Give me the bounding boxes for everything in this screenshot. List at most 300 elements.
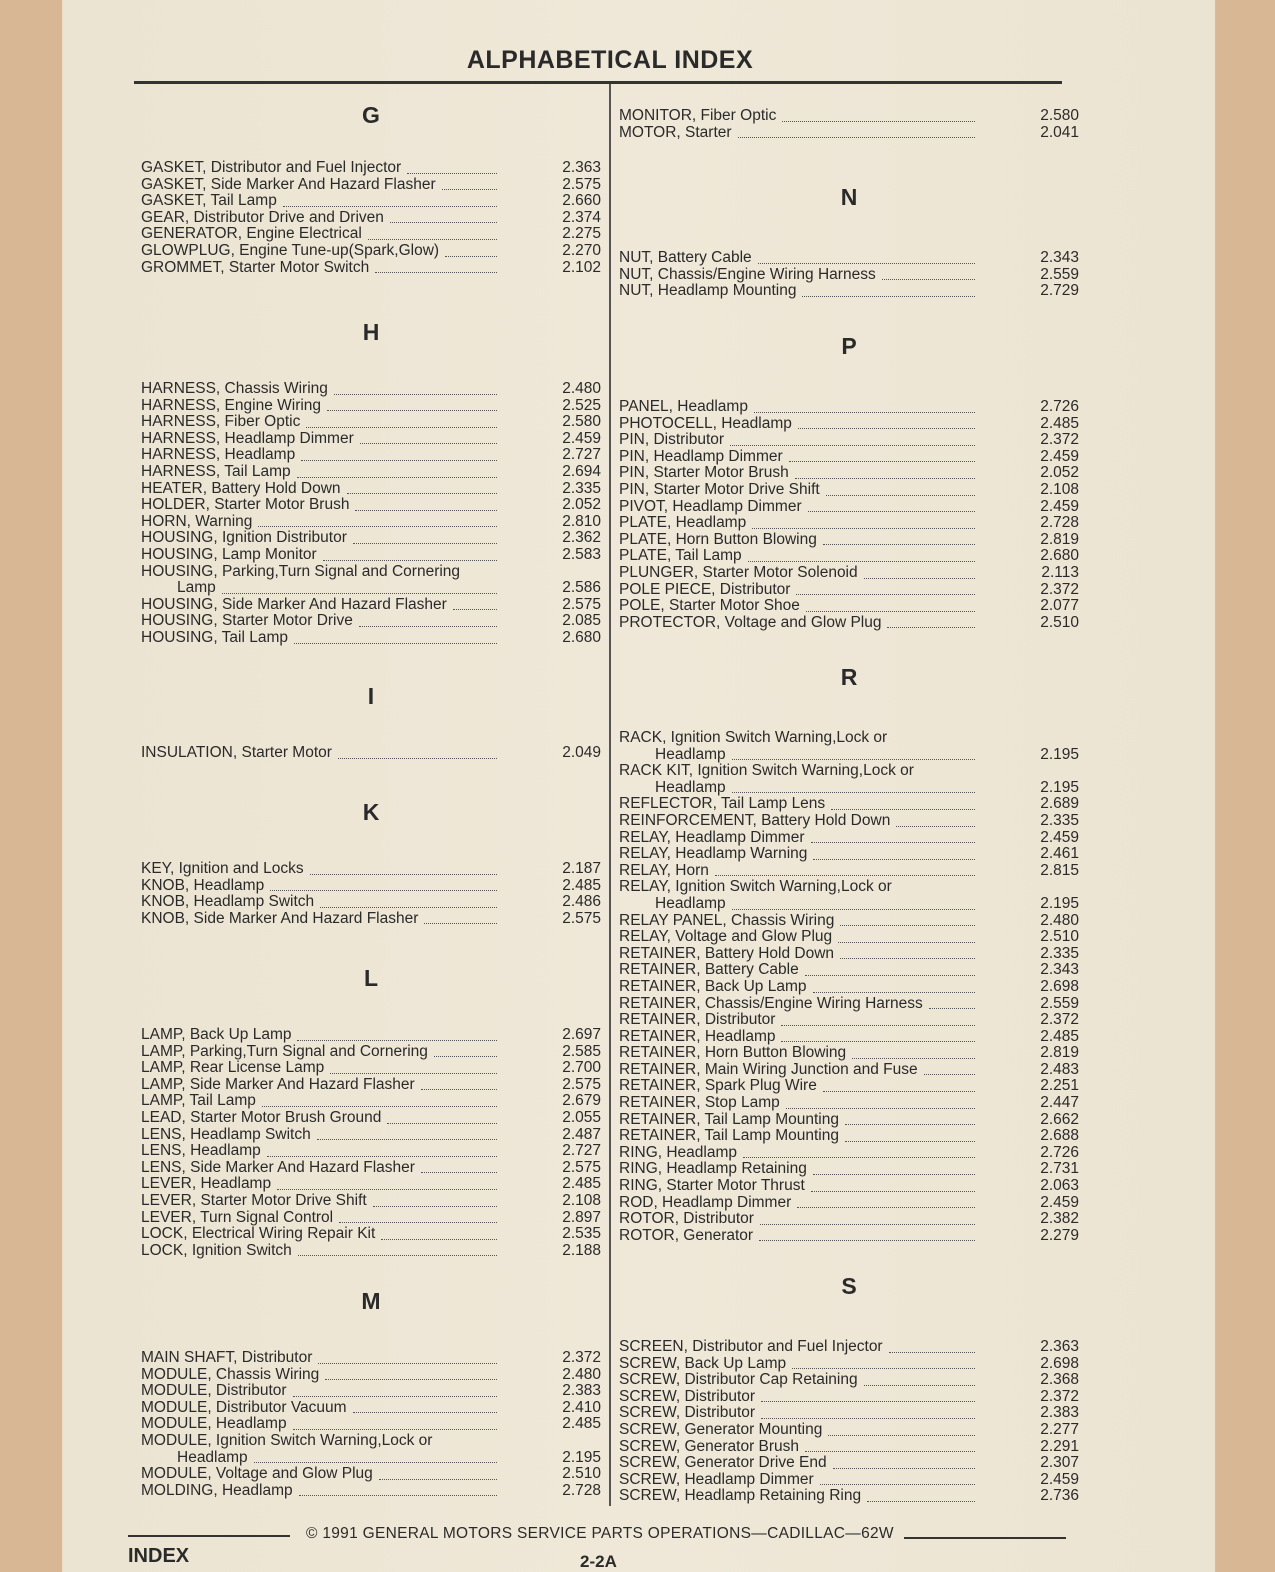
index-entry [619, 1195, 1079, 1212]
leader-dots [283, 205, 497, 207]
index-entry [619, 1472, 1079, 1489]
leader-dots [811, 1190, 975, 1192]
index-entry [619, 1339, 1079, 1356]
index-entry [141, 177, 601, 194]
leader-dots [323, 559, 497, 561]
entry-page-ref: 2.383 [1040, 1404, 1079, 1422]
entry-name-continuation: Lamp [177, 579, 216, 597]
entry-page-ref: 2.726 [1040, 398, 1079, 415]
leader-dots [845, 1140, 975, 1142]
index-entry [619, 250, 1079, 267]
index-entry [619, 946, 1079, 963]
entry-name: SCREW, Distributor [619, 1387, 756, 1405]
index-section [141, 1284, 601, 1499]
entry-name: REFLECTOR, Tail Lamp Lens [619, 795, 826, 813]
footer-rule-right [904, 1537, 1066, 1539]
entry-name: HOUSING, Lamp Monitor [141, 545, 317, 563]
entry-page-ref: 2.188 [562, 1241, 601, 1259]
leader-dots [445, 255, 497, 257]
leader-dots [359, 625, 497, 627]
entry-page-ref: 2.077 [1040, 597, 1079, 615]
footer-copyright: © 1991 GENERAL MOTORS SERVICE PARTS OPERATIONS—CADILLAC—62W [306, 1525, 894, 1542]
entry-name: KNOB, Headlamp [141, 876, 265, 894]
entry-name: RETAINER, Spark Plug Wire [619, 1077, 817, 1095]
leader-dots [317, 1138, 497, 1140]
leader-dots [786, 1107, 975, 1109]
leader-dots [833, 1467, 975, 1469]
entry-page-ref: 2.575 [562, 595, 601, 613]
section-letter: N [840, 184, 858, 210]
entry-page-ref: 2.480 [562, 380, 601, 397]
index-entry [619, 1078, 1079, 1095]
leader-dots [732, 758, 975, 760]
index-entry [619, 565, 1079, 582]
leader-dots [781, 1040, 975, 1042]
section-letter: I [367, 683, 375, 709]
entry-page-ref: 2.055 [562, 1108, 601, 1126]
leader-dots [889, 1351, 975, 1353]
entry-name: RETAINER, Tail Lamp Mounting [619, 1127, 839, 1145]
entry-name: PIN, Headlamp Dimmer [619, 447, 783, 465]
entry-page-ref: 2.251 [1040, 1077, 1079, 1095]
entry-page-ref: 2.195 [1040, 778, 1079, 796]
leader-dots [387, 1122, 497, 1124]
entry-page-ref: 2.729 [1040, 282, 1079, 300]
leader-dots [924, 1073, 975, 1075]
index-entry [619, 465, 1079, 482]
entry-name: LEVER, Headlamp [141, 1175, 272, 1193]
entry-name: LENS, Side Marker And Hazard Flasher [141, 1158, 415, 1176]
leader-dots [424, 922, 497, 924]
entry-name: RELAY, Headlamp Warning [619, 845, 808, 863]
entry-name: RING, Headlamp Retaining [619, 1160, 807, 1178]
entry-page-ref: 2.575 [562, 909, 601, 927]
entry-name: HARNESS, Tail Lamp [141, 462, 291, 480]
leader-dots [330, 1072, 497, 1074]
index-entry [141, 1243, 601, 1260]
entry-page-ref: 2.559 [1040, 265, 1079, 283]
entry-name: SCREW, Headlamp Retaining Ring [619, 1487, 862, 1505]
leader-dots [277, 1188, 497, 1190]
index-entry [619, 1062, 1079, 1079]
index-entry [141, 1433, 601, 1466]
entry-name: SCREW, Generator Drive End [619, 1454, 827, 1472]
entry-page-ref: 2.052 [562, 496, 601, 514]
index-entry [141, 597, 601, 614]
section-letter: M [361, 1288, 381, 1314]
index-entry [619, 796, 1079, 813]
leader-dots [732, 791, 975, 793]
leader-dots [823, 543, 975, 545]
index-entry [619, 879, 1079, 912]
section-letter: H [362, 319, 380, 345]
entry-name: MOLDING, Headlamp [141, 1481, 293, 1499]
leader-dots [782, 120, 975, 122]
entry-name: LAMP, Tail Lamp [141, 1092, 256, 1110]
entry-name: ROTOR, Distributor [619, 1210, 754, 1228]
index-entry [619, 962, 1079, 979]
entry-page-ref: 2.049 [562, 744, 601, 761]
entry-name: RETAINER, Chassis/Engine Wiring Harness [619, 994, 923, 1012]
entry-page-ref: 2.485 [562, 1175, 601, 1193]
index-entry [141, 1383, 601, 1400]
entry-page-ref: 2.277 [1040, 1420, 1079, 1438]
index-entry [141, 878, 601, 895]
entry-name: RETAINER, Back Up Lamp [619, 977, 807, 995]
index-entry [619, 582, 1079, 599]
entry-page-ref: 2.195 [1040, 894, 1079, 912]
index-entry [141, 1350, 601, 1367]
entry-page-ref: 2.736 [1040, 1487, 1079, 1505]
leader-dots [758, 262, 975, 264]
leader-dots [222, 592, 497, 594]
entry-name: GEAR, Distributor Drive and Driven [141, 208, 384, 226]
entry-page-ref: 2.372 [1040, 431, 1079, 449]
entry-name: LAMP, Side Marker And Hazard Flasher [141, 1075, 415, 1093]
entry-name: SCREW, Distributor [619, 1404, 756, 1422]
entry-page-ref: 2.052 [1040, 464, 1079, 482]
leader-dots [390, 221, 497, 223]
entry-name: LAMP, Rear License Lamp [141, 1059, 325, 1077]
leader-dots [831, 808, 975, 810]
entry-name: MODULE, Ignition Switch Warning,Lock or [141, 1431, 433, 1449]
entry-page-ref: 2.102 [562, 258, 601, 276]
entry-name: SCREW, Headlamp Dimmer [619, 1470, 814, 1488]
leader-dots [375, 271, 497, 273]
index-entry [619, 763, 1079, 796]
leader-dots [407, 172, 497, 174]
index-entry [619, 267, 1079, 284]
entry-page-ref: 2.041 [1040, 123, 1079, 141]
entry-page-ref: 2.459 [1040, 447, 1079, 465]
index-entry [619, 1095, 1079, 1112]
section-letter: K [362, 799, 380, 825]
index-entry [141, 1226, 601, 1243]
entry-name: HOUSING, Tail Lamp [141, 628, 289, 646]
leader-dots [811, 841, 976, 843]
index-entry [141, 1027, 601, 1044]
index-entry [619, 1422, 1079, 1439]
entry-page-ref: 2.085 [562, 612, 601, 630]
index-entry [619, 432, 1079, 449]
leader-dots [882, 278, 975, 280]
entry-page-ref: 2.580 [1040, 107, 1079, 124]
index-entry [619, 548, 1079, 565]
entry-name: LENS, Headlamp Switch [141, 1125, 311, 1143]
entry-page-ref: 2.815 [1040, 861, 1079, 879]
entry-page-ref: 2.335 [1040, 944, 1079, 962]
index-entry [141, 1400, 601, 1417]
leader-dots [421, 1088, 497, 1090]
leader-dots [789, 460, 975, 462]
entry-page-ref: 2.382 [1040, 1210, 1079, 1228]
entry-name: PIN, Starter Motor Drive Shift [619, 480, 820, 498]
leader-dots [759, 1239, 975, 1241]
index-section [141, 679, 601, 762]
leader-dots [805, 1450, 975, 1452]
leader-dots [795, 477, 975, 479]
entry-page-ref: 2.727 [562, 446, 601, 464]
index-entry [619, 1112, 1079, 1129]
leader-dots [813, 991, 976, 993]
entry-name: RACK, Ignition Switch Warning,Lock or [619, 729, 888, 746]
entry-name: PANEL, Headlamp [619, 398, 748, 415]
entry-name: ROD, Headlamp Dimmer [619, 1193, 792, 1211]
entry-page-ref: 2.897 [562, 1208, 601, 1226]
index-entry [619, 449, 1079, 466]
index-entry [619, 1045, 1079, 1062]
leader-dots [840, 957, 975, 959]
index-entry [141, 447, 601, 464]
entry-page-ref: 2.063 [1040, 1177, 1079, 1195]
entry-page-ref: 2.372 [1040, 580, 1079, 598]
entry-page-ref: 2.343 [1040, 961, 1079, 979]
entry-name: RETAINER, Battery Cable [619, 961, 799, 979]
entry-page-ref: 2.343 [1040, 249, 1079, 266]
entry-page-ref: 2.486 [562, 893, 601, 911]
index-entry [619, 532, 1079, 549]
leader-dots [838, 941, 975, 943]
leader-dots [802, 295, 975, 297]
entry-name: GASKET, Distributor and Fuel Injector [141, 159, 402, 176]
index-entry [141, 613, 601, 630]
index-entry [141, 210, 601, 227]
entry-name: PLATE, Tail Lamp [619, 547, 742, 565]
page-number: 2-2A [580, 1552, 617, 1571]
entry-name: REINFORCEMENT, Battery Hold Down [619, 811, 891, 829]
entry-name: MONITOR, Fiber Optic [619, 107, 777, 124]
index-entry [141, 1143, 601, 1160]
leader-dots [434, 1055, 497, 1057]
entry-name: NUT, Battery Cable [619, 249, 752, 266]
entry-name: GENERATOR, Engine Electrical [141, 225, 362, 243]
leader-dots [293, 1395, 497, 1397]
index-entry [619, 125, 1079, 142]
leader-dots [353, 542, 497, 544]
entry-page-ref: 2.372 [1040, 1387, 1079, 1405]
index-entry [619, 499, 1079, 516]
entry-name: NUT, Chassis/Engine Wiring Harness [619, 265, 876, 283]
leader-dots [823, 1090, 975, 1092]
leader-dots [864, 1384, 975, 1386]
entry-name: GROMMET, Starter Motor Switch [141, 258, 370, 276]
leader-dots [798, 427, 975, 429]
entry-page-ref: 2.459 [562, 429, 601, 447]
entry-page-ref: 2.383 [562, 1382, 601, 1400]
leader-dots [715, 874, 975, 876]
index-entry [619, 996, 1079, 1013]
leader-dots [267, 1155, 497, 1157]
entry-name: PLUNGER, Starter Motor Solenoid [619, 563, 858, 581]
entry-page-ref: 2.372 [1040, 1011, 1079, 1029]
leader-dots [867, 1500, 975, 1502]
page-title: ALPHABETICAL INDEX [466, 46, 754, 74]
index-entry [141, 243, 601, 260]
index-entry [141, 1466, 601, 1483]
entry-name: HOUSING, Ignition Distributor [141, 529, 347, 547]
entry-page-ref: 2.480 [562, 1365, 601, 1383]
entry-name: KNOB, Side Marker And Hazard Flasher [141, 909, 419, 927]
entry-name: RETAINER, Distributor [619, 1011, 776, 1029]
index-entry [141, 1367, 601, 1384]
index-entry [141, 398, 601, 415]
entry-name: MODULE, Distributor Vacuum [141, 1398, 347, 1416]
index-entry [619, 482, 1079, 499]
section-letter: P [841, 333, 857, 359]
index-entry [619, 399, 1079, 416]
leader-dots [306, 426, 497, 428]
index-section [141, 315, 601, 647]
index-entry [141, 481, 601, 498]
leader-dots [421, 1171, 497, 1173]
leader-dots [797, 1206, 975, 1208]
index-entry [141, 1416, 601, 1433]
entry-page-ref: 2.335 [562, 479, 601, 497]
index-entry [619, 830, 1079, 847]
leader-dots [761, 1417, 975, 1419]
entry-name: HARNESS, Chassis Wiring [141, 380, 328, 397]
leader-dots [792, 1367, 975, 1369]
entry-name: RELAY PANEL, Chassis Wiring [619, 911, 835, 929]
entry-name: GASKET, Tail Lamp [141, 192, 277, 210]
entry-name: RETAINER, Main Wiring Junction and Fuse [619, 1060, 918, 1078]
entry-name: MOTOR, Starter [619, 123, 732, 141]
leader-dots [339, 1221, 497, 1223]
entry-name: PIVOT, Headlamp Dimmer [619, 497, 802, 515]
entry-page-ref: 2.586 [562, 579, 601, 597]
index-entry [141, 1044, 601, 1061]
index-entry [141, 514, 601, 531]
leader-dots [262, 1105, 497, 1107]
index-entry [619, 979, 1079, 996]
index-entry [141, 530, 601, 547]
index-entry [141, 1110, 601, 1127]
entry-name-continuation: Headlamp [655, 778, 726, 796]
entry-page-ref: 2.279 [1040, 1226, 1079, 1244]
entry-name: RETAINER, Stop Lamp [619, 1094, 780, 1112]
entry-name: MODULE, Headlamp [141, 1415, 287, 1433]
entry-name: RELAY, Ignition Switch Warning,Lock or [619, 878, 892, 896]
index-entry [141, 630, 601, 647]
entry-page-ref: 2.487 [562, 1125, 601, 1143]
index-entry [141, 431, 601, 448]
entry-name: PROTECTOR, Voltage and Glow Plug [619, 613, 882, 631]
leader-dots [301, 459, 497, 461]
index-entry [619, 283, 1079, 300]
entry-name: RETAINER, Headlamp [619, 1027, 776, 1045]
entry-page-ref: 2.447 [1040, 1094, 1079, 1112]
section-letter: S [841, 1273, 857, 1299]
index-entry [619, 1178, 1079, 1195]
title-rule [134, 81, 1062, 84]
entry-page-ref: 2.363 [1040, 1338, 1079, 1355]
index-entry [619, 1228, 1079, 1245]
entry-name: RETAINER, Horn Button Blowing [619, 1044, 847, 1062]
entry-page-ref: 2.108 [1040, 480, 1079, 498]
leader-dots [353, 1411, 497, 1413]
section-letter: L [363, 965, 379, 991]
index-entry [141, 193, 601, 210]
index-entry [141, 547, 601, 564]
leader-dots [805, 974, 975, 976]
entry-page-ref: 2.368 [1040, 1371, 1079, 1389]
entry-page-ref: 2.559 [1040, 994, 1079, 1012]
entry-name: RACK KIT, Ignition Switch Warning,Lock or [619, 762, 914, 780]
entry-name: POLE, Starter Motor Shoe [619, 597, 800, 615]
entry-name: LEVER, Turn Signal Control [141, 1208, 334, 1226]
entry-page-ref: 2.374 [562, 208, 601, 226]
leader-dots [381, 1238, 497, 1240]
leader-dots [299, 1494, 497, 1496]
entry-name: HARNESS, Headlamp Dimmer [141, 429, 354, 447]
index-entry [619, 1145, 1079, 1162]
entry-name: ROTOR, Generator [619, 1226, 754, 1244]
entry-name: GLOWPLUG, Engine Tune-up(Spark,Glow) [141, 241, 440, 259]
leader-dots [752, 527, 975, 529]
leader-dots [338, 757, 497, 759]
index-entry [141, 160, 601, 177]
entry-page-ref: 2.483 [1040, 1060, 1079, 1078]
entry-page-ref: 2.726 [1040, 1143, 1079, 1161]
leader-dots [845, 1123, 975, 1125]
entry-page-ref: 2.580 [562, 413, 601, 431]
index-entry [141, 1093, 601, 1110]
section-letter: R [840, 664, 858, 690]
leader-dots [754, 411, 975, 413]
entry-name: RETAINER, Battery Hold Down [619, 944, 835, 962]
index-entry [141, 1483, 601, 1500]
entry-page-ref: 2.113 [1041, 563, 1079, 581]
index-entry [141, 414, 601, 431]
index-entry [619, 1356, 1079, 1373]
index-section [141, 961, 601, 1259]
entry-page-ref: 2.275 [562, 225, 601, 243]
entry-name: LOCK, Electrical Wiring Repair Kit [141, 1225, 376, 1243]
leader-dots [327, 409, 497, 411]
index-entry [141, 564, 601, 597]
index-entry [141, 894, 601, 911]
entry-page-ref: 2.459 [1040, 1193, 1079, 1211]
entry-name: HARNESS, Engine Wiring [141, 396, 322, 414]
entry-name: NUT, Headlamp Mounting [619, 282, 797, 300]
index-entry [619, 863, 1079, 880]
entry-page-ref: 2.575 [562, 1158, 601, 1176]
index-entry [141, 745, 601, 762]
entry-name: RETAINER, Tail Lamp Mounting [619, 1110, 839, 1128]
index-entry [619, 416, 1079, 433]
entry-name: HORN, Warning [141, 512, 253, 530]
index-entry [619, 1211, 1079, 1228]
index-section [141, 795, 601, 927]
entry-page-ref: 2.679 [562, 1092, 601, 1110]
entry-name: SCREW, Generator Mounting [619, 1420, 823, 1438]
entry-name: SCREW, Back Up Lamp [619, 1354, 787, 1372]
entry-page-ref: 2.195 [1040, 745, 1079, 763]
entry-page-ref: 2.307 [1040, 1454, 1079, 1472]
entry-page-ref: 2.510 [1040, 613, 1079, 631]
index-section [619, 108, 1079, 141]
entry-name: MODULE, Voltage and Glow Plug [141, 1465, 373, 1483]
entry-page-ref: 2.694 [562, 462, 601, 480]
entry-name: RING, Headlamp [619, 1143, 738, 1161]
entry-name-continuation: Headlamp [177, 1448, 248, 1466]
entry-page-ref: 2.575 [562, 1075, 601, 1093]
index-entry [141, 497, 601, 514]
leader-dots [310, 873, 497, 875]
entry-name: HOUSING, Side Marker And Hazard Flasher [141, 595, 447, 613]
entry-page-ref: 2.819 [1040, 530, 1079, 548]
leader-dots [320, 906, 497, 908]
